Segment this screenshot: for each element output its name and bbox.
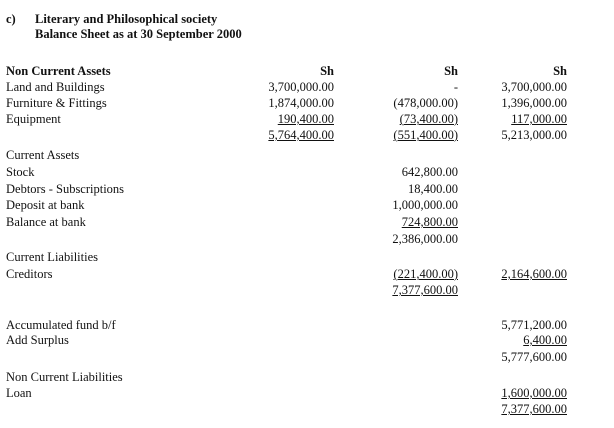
furniture-fittings-depreciation: (478,000.00) (393, 96, 458, 110)
creditors-value: (221,400.00) (393, 267, 458, 281)
total-net-assets-value: 7,377,600.00 (392, 283, 458, 297)
net-current-assets-value: 2,164,600.00 (501, 267, 567, 281)
section-heading-non-current-liabilities: Non Current Liabilities (6, 370, 123, 384)
land-buildings-depreciation: - (453, 80, 458, 94)
row-label-land-buildings: Land and Buildings (6, 80, 105, 94)
row-label-deposit-at-bank: Deposit at bank (6, 198, 85, 212)
deposit-at-bank-value: 1,000,000.00 (392, 198, 458, 212)
column-header-cost: Sh (320, 64, 334, 78)
equipment-net: 117,000.00 (511, 112, 567, 126)
section-heading-current-liabilities: Current Liabilities (6, 250, 98, 264)
row-label-add-surplus: Add Surplus (6, 333, 69, 347)
loan-value: 1,600,000.00 (501, 386, 567, 400)
row-label-furniture-fittings: Furniture & Fittings (6, 96, 107, 110)
row-label-balance-at-bank: Balance at bank (6, 215, 86, 229)
furniture-fittings-cost: 1,874,000.00 (268, 96, 334, 110)
stock-value: 642,800.00 (401, 165, 458, 179)
non-current-assets-total-net: 5,213,000.00 (501, 128, 567, 142)
row-label-debtors-subscriptions: Debtors - Subscriptions (6, 182, 125, 196)
column-header-net: Sh (553, 64, 567, 78)
accumulated-fund-value: 5,771,200.00 (501, 318, 567, 332)
organization-name: Literary and Philosophical society (35, 12, 218, 26)
equipment-cost: 190,400.00 (277, 112, 334, 126)
row-label-loan: Loan (6, 386, 32, 400)
row-label-creditors: Creditors (6, 267, 53, 281)
land-buildings-cost: 3,700,000.00 (268, 80, 334, 94)
column-header-depreciation: Sh (444, 64, 458, 78)
land-buildings-net: 3,700,000.00 (501, 80, 567, 94)
row-label-equipment: Equipment (6, 112, 61, 126)
page-title: Balance Sheet as at 30 September 2000 (35, 27, 242, 41)
balance-at-bank-value: 724,800.00 (401, 215, 458, 229)
row-label-accumulated-fund: Accumulated fund b/f (6, 318, 116, 332)
section-heading-non-current-assets: Non Current Assets (6, 64, 111, 78)
grand-total-value: 7,377,600.00 (501, 402, 567, 416)
non-current-assets-total-depreciation: (551,400.00) (393, 128, 458, 142)
equipment-depreciation: (73,400.00) (399, 112, 458, 126)
add-surplus-value: 6,400.00 (523, 333, 567, 347)
question-part-label: c) (6, 12, 16, 26)
funds-total-value: 5,777,600.00 (501, 350, 567, 364)
debtors-subscriptions-value: 18,400.00 (408, 182, 458, 196)
non-current-assets-total-cost: 5,764,400.00 (268, 128, 334, 142)
section-heading-current-assets: Current Assets (6, 148, 80, 162)
row-label-stock: Stock (6, 165, 35, 179)
furniture-fittings-net: 1,396,000.00 (501, 96, 567, 110)
current-assets-total: 2,386,000.00 (392, 232, 458, 246)
